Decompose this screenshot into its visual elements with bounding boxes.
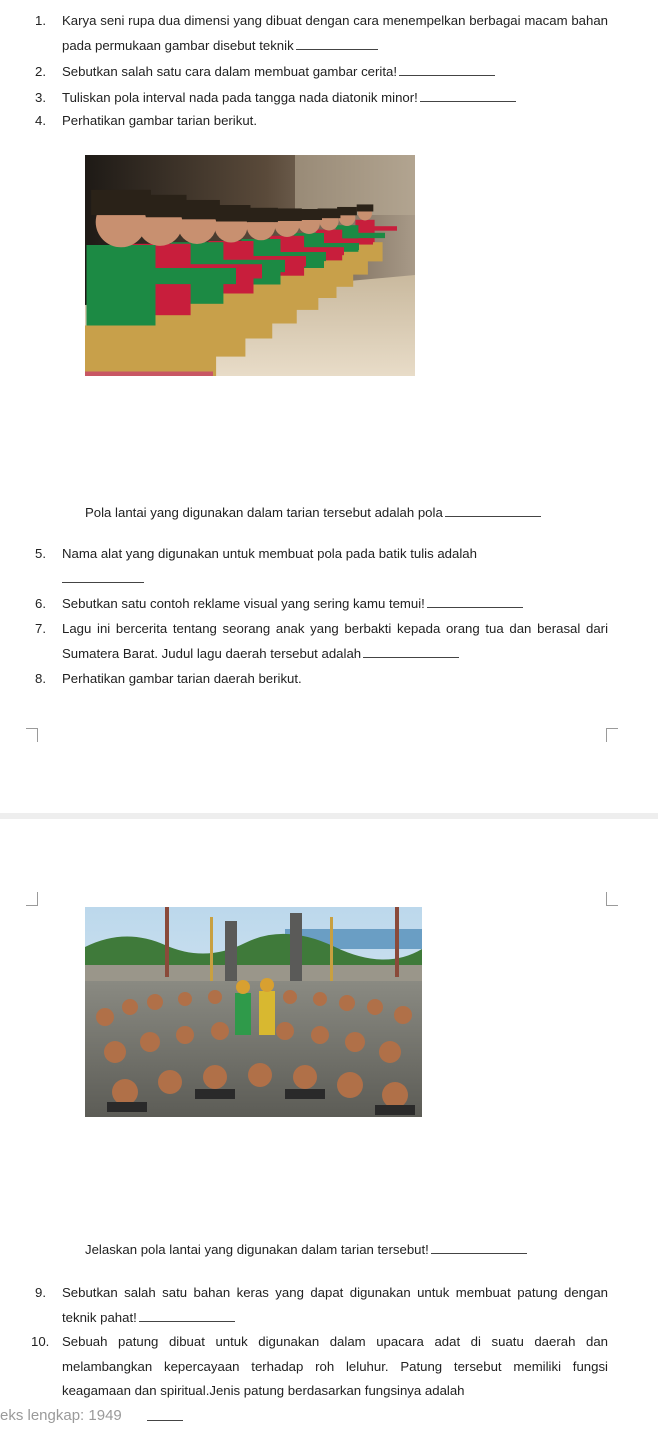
question-number: 9.: [35, 1285, 46, 1300]
question-text: Sebutkan salah satu cara dalam membuat gambar cerita!: [62, 64, 397, 79]
answer-blank: [445, 505, 541, 517]
question-2: [35, 60, 608, 85]
question-text: Jelaskan pola lantai yang digunakan dalam tarian tersebut!: [85, 1242, 429, 1257]
question-number: 2.: [35, 64, 46, 79]
question-text: Perhatikan gambar tarian daerah berikut.: [62, 671, 302, 686]
question-text: Pola lantai yang digunakan dalam tarian tersebut adalah pola: [85, 505, 443, 520]
answer-blank: [62, 571, 144, 583]
question-4: [35, 109, 608, 134]
answer-blank: [296, 38, 378, 50]
answer-blank: [147, 1420, 183, 1421]
word-count-overlay: eks lengkap: 1949: [0, 1404, 130, 1428]
answer-blank: [420, 90, 516, 102]
crop-mark: [606, 728, 618, 742]
question-5: [35, 542, 608, 591]
question-text: Sebuah patung dibuat untuk digunakan dalam upacara adat di suatu daerah dan melambangkan kepercayaan terhadap roh leluhur. Patung tersebut memiliki fungsi keagamaan dan spiritual.Jenis patung berdasarkan fungsinya adalah: [62, 1334, 608, 1398]
question-text: Karya seni rupa dua dimensi yang dibuat dengan cara menempelkan berbagai macam bahan pada permukaan gambar disebut teknik: [62, 13, 608, 53]
question-number: 10.: [31, 1334, 50, 1349]
question-number: 3.: [35, 90, 46, 105]
answer-blank: [139, 1310, 235, 1322]
crop-mark: [26, 728, 38, 742]
answer-blank: [399, 64, 495, 76]
question-text: Nama alat yang digunakan untuk membuat pola pada batik tulis adalah: [62, 546, 477, 561]
question-number: 8.: [35, 671, 46, 686]
question-6: [35, 592, 608, 617]
question-text: Perhatikan gambar tarian berikut.: [62, 113, 257, 128]
question-text: Lagu ini bercerita tentang seorang anak yang berbakti kepada orang tua dan berasal dari Sumatera Barat. Judul lagu daerah tersebut adalah: [62, 621, 608, 661]
answer-blank: [431, 1242, 527, 1254]
answer-blank: [363, 646, 459, 658]
question-8: [35, 667, 608, 692]
question-4-followup: [85, 501, 541, 525]
crop-mark: [606, 892, 618, 906]
crop-mark: [26, 892, 38, 906]
question-number: 1.: [35, 13, 46, 28]
question-number: 4.: [35, 113, 46, 128]
question-number: 5.: [35, 546, 46, 561]
saman-dance-photo: [85, 155, 415, 376]
kecak-dance-photo: [85, 907, 422, 1117]
question-7: [35, 617, 608, 666]
question-9: [35, 1281, 608, 1330]
answer-blank: [427, 596, 523, 608]
question-text: Sebutkan satu contoh reklame visual yang sering kamu temui!: [62, 596, 425, 611]
question-3: [35, 86, 608, 111]
question-number: 6.: [35, 596, 46, 611]
question-number: 7.: [35, 621, 46, 636]
question-text: Tuliskan pola interval nada pada tangga nada diatonik minor!: [62, 90, 418, 105]
question-10: [31, 1330, 608, 1404]
question-1: [35, 9, 608, 58]
question-8-followup: [85, 1238, 527, 1262]
question-text: Sebutkan salah satu bahan keras yang dapat digunakan untuk membuat patung dengan teknik pahat!: [62, 1285, 608, 1325]
